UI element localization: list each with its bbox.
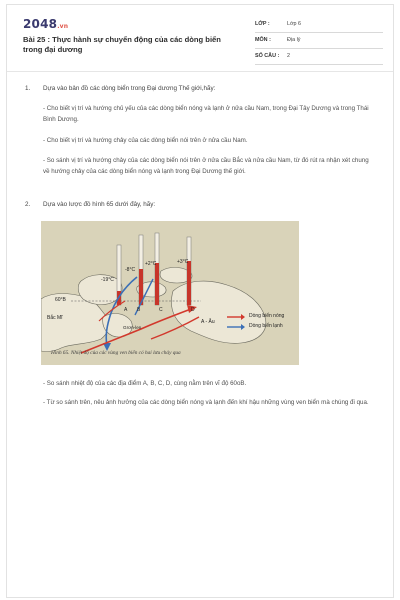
latitude-label: 60°B [55, 297, 66, 303]
meta-value: 2 [287, 53, 290, 59]
point-label: C [159, 307, 163, 313]
legend-warm-label: Dòng biển nóng [249, 313, 285, 319]
meta-key: MÔN : [255, 37, 271, 43]
question-prompt: Dựa vào bản đồ các dòng biển trong Đại dương Thế giới,hãy: [43, 85, 216, 92]
region-label: A - Âu [201, 319, 215, 325]
map-illustration [41, 221, 299, 365]
document-page [6, 4, 394, 598]
point-label: B [137, 307, 141, 313]
point-label: A [124, 307, 128, 313]
map-figure [41, 221, 299, 365]
meta-row-class [255, 19, 383, 33]
question-prompt: Dựa vào lược đồ hình 65 dưới đây, hãy: [43, 201, 156, 208]
legend-cold-label: Dòng biển lạnh [249, 323, 283, 329]
meta-value: Lớp 6 [287, 21, 302, 27]
question-item: - Cho biết vị trí và hướng chủ yếu của các dòng biển nóng và lạnh ở nửa cầu Nam, trong Đại Tây Dương và trong Thái Bình Dương. [43, 105, 369, 123]
meta-panel [255, 19, 383, 67]
header [7, 5, 393, 69]
meta-row-subject [255, 35, 383, 49]
question-number: 2. [25, 201, 31, 208]
meta-row-count [255, 51, 383, 65]
figure-caption: Hình 65. Nhiệt độ của các vùng ven biển có hai lưu chảy qua [51, 350, 181, 356]
logo-suffix: .vn [57, 23, 69, 30]
header-divider [7, 71, 393, 72]
meta-key: LỚP : [255, 21, 270, 27]
question-item: - So sánh nhiệt độ của các địa điểm A, B, C, D, cùng nằm trên vĩ độ 60oB. [43, 380, 247, 387]
question-item: - Cho biết vị trí và hướng chảy của các dòng biển nói trên ở nửa cầu Nam. [43, 137, 248, 144]
question-item: - So sánh vị trí và hướng chảy của các dòng biển nói trên ở nửa cầu Bắc và nửa cầu Nam, từ đó rút ra nhận xét chung về hướng chảy của các dòng biển nóng và lạnh trong Đại Dương thế giới. [43, 157, 369, 175]
region-label: Bắc Mĩ [47, 315, 63, 321]
point-label: D [191, 307, 195, 313]
meta-key: SỐ CÂU : [255, 53, 280, 59]
page-title: Bài 25 : Thực hành sự chuyển động của các dòng biển trong đại dương [23, 35, 221, 54]
temp-label: +3°C [177, 259, 189, 265]
meta-value: Địa lý [287, 37, 301, 43]
question-number: 1. [25, 85, 31, 92]
temp-label: -8°C [125, 267, 136, 273]
temp-label: +2°C [145, 261, 157, 267]
question-item: - Từ so sánh trên, nêu ảnh hưởng của các dòng biển nóng và lạnh đến khí hậu những vùng ven biển mà chúng đi qua. [43, 399, 369, 406]
temp-label: -19°C [101, 277, 114, 283]
region-label: Grơn-len [123, 325, 142, 330]
site-logo[interactable]: 2048.vn [23, 17, 69, 31]
